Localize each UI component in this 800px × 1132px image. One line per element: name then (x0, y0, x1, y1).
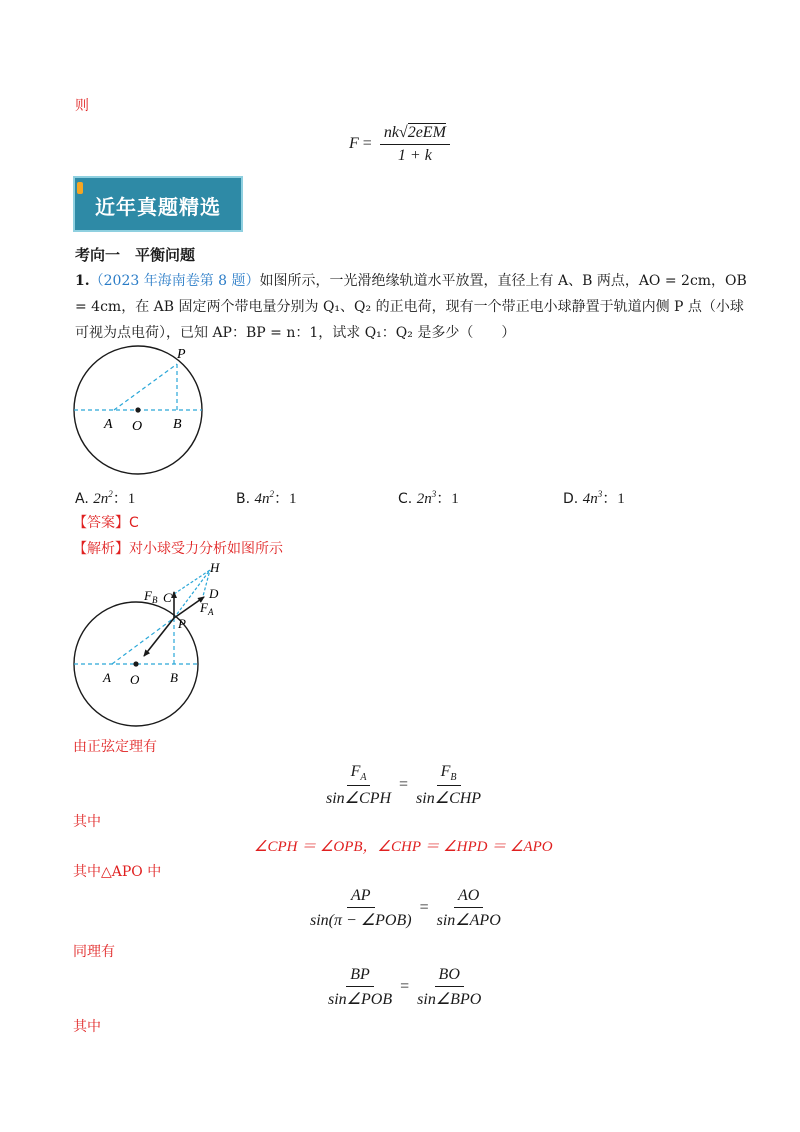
label-o: O (132, 419, 143, 434)
center-point (135, 407, 140, 412)
option-c-tail: ：1 (436, 491, 459, 507)
label-b-2: B (170, 670, 178, 685)
equation-triangle-bpo: $\frac{BP}{\text{sin∠POB}}$ = $\frac{BO}{\text{sin∠BPO}}$ (324, 966, 485, 1009)
question-stem-line2: = 4cm，在 AB 固定两个带电量分别为 Q₁、Q₂ 的正电荷，现有一个带正电小球静置于轨道内侧 P 点（小球 (75, 299, 744, 315)
option-b[interactable] (236, 487, 297, 508)
eq3-den-right: sin∠BPO (417, 991, 482, 1008)
option-b-exp: 2 (269, 489, 275, 499)
option-d-tail: ：1 (602, 491, 625, 507)
option-a-letter: A. (75, 491, 89, 507)
figure-force-analysis (70, 560, 240, 732)
option-c-exp: 3 (431, 489, 437, 499)
question-text (75, 268, 747, 346)
option-a[interactable] (75, 487, 135, 508)
option-a-base: 2n (93, 491, 109, 507)
eq1-num-left-sub: A (360, 772, 367, 784)
option-b-base: 4n (254, 491, 270, 507)
label-p-2: P (178, 616, 186, 631)
eq2-num-left: AP (347, 887, 375, 908)
question-number: 1. (75, 273, 90, 289)
section-banner (73, 176, 243, 232)
label-d: D (209, 586, 219, 601)
section-heading: 考向一 平衡问题 (75, 246, 196, 264)
question-stem-line1: 如图所示，一光滑绝缘轨道水平放置，直径上有 A、B 两点，AO = 2cm，OB (259, 273, 747, 289)
option-d-base: 4n (582, 491, 598, 507)
formula-force: F = $\frac{\text{nk√2eEM}}{1 + k}$ (349, 124, 450, 165)
formula-num-prefix: nk (383, 124, 399, 141)
eq1-num-right: F (440, 763, 451, 780)
step-sine-rule: 由正弦定理有 (73, 739, 157, 755)
eq1-num-left: F (350, 763, 361, 780)
label-a-2: A (103, 670, 111, 685)
option-b-tail: ：1 (274, 491, 297, 507)
step-among-1: 其中 (73, 814, 101, 830)
option-c[interactable] (398, 487, 459, 508)
option-c-letter: C. (398, 491, 413, 507)
eq1-num-right-sub: B (450, 772, 457, 784)
analysis-line (73, 539, 283, 559)
eq2-den-right: sin∠APO (436, 912, 501, 929)
option-d[interactable] (563, 487, 625, 508)
formula-denominator: 1 + k (397, 147, 432, 164)
eq2-den-left: sin(π − ∠POB) (310, 912, 412, 929)
question-stem-line3: 可视为点电荷），已知 AP：BP = n：1，试求 Q₁：Q₂ 是多少（ ） (75, 325, 516, 341)
eq1-den-left: sin∠CPH (326, 790, 392, 808)
label-b: B (173, 417, 182, 432)
answer-line (73, 513, 139, 533)
equation-force-ratio: $\frac{F_A}{\text{sin∠CPH}}$ = $\frac{F_B}{\text{sin∠CHP}}$ (322, 763, 485, 808)
eq3-num-left: BP (346, 966, 374, 987)
option-d-exp: 3 (597, 489, 603, 499)
eq3-num-right: BO (435, 966, 464, 987)
answer-value: C (129, 515, 139, 531)
label-fb: $F_B$ (144, 588, 158, 605)
formula-radicand: 2eEM (407, 124, 446, 141)
step-triangle-apo: 其中△APO 中 (73, 864, 162, 880)
figure-circle-track (70, 342, 210, 478)
center-point-2 (133, 661, 138, 666)
step-among-2: 其中 (73, 1019, 101, 1035)
equation-triangle-apo: $\frac{AP}{\text{sin(π − ∠POB)}}$ = $\frac{AO}{\text{sin∠APO}}$ (306, 887, 505, 930)
formula-lhs: F (349, 135, 359, 153)
label-o-2: O (130, 672, 140, 687)
option-b-letter: B. (236, 491, 251, 507)
analysis-tag: 【解析】 (73, 541, 129, 557)
line-ap-2 (112, 618, 174, 664)
option-d-letter: D. (563, 491, 579, 507)
label-c: C (163, 590, 172, 605)
question-source: （2023 年海南卷第 8 题） (89, 273, 260, 289)
step-similarly: 同理有 (73, 944, 115, 960)
label-fa: $F_A$ (200, 600, 214, 617)
option-c-base: 2n (416, 491, 432, 507)
label-a: A (104, 417, 113, 432)
option-a-exp: 2 (108, 489, 113, 499)
line-ch (174, 570, 210, 594)
equation-angles: ∠CPH ＝ ∠OPB，∠CHP ＝ ∠HPD ＝ ∠APO (254, 839, 553, 855)
label-h: H (210, 560, 220, 575)
then-label: 则 (75, 98, 89, 114)
eq3-den-left: sin∠POB (328, 991, 393, 1008)
answer-tag: 【答案】 (73, 515, 129, 531)
analysis-text: 对小球受力分析如图所示 (129, 541, 283, 557)
line-ap (114, 364, 177, 410)
eq1-den-right: sin∠CHP (416, 790, 482, 808)
banner-title: 近年真题精选 (95, 195, 221, 219)
label-p: P (177, 347, 186, 362)
option-a-tail: ：1 (112, 491, 136, 507)
eq2-num-right: AO (454, 887, 483, 908)
